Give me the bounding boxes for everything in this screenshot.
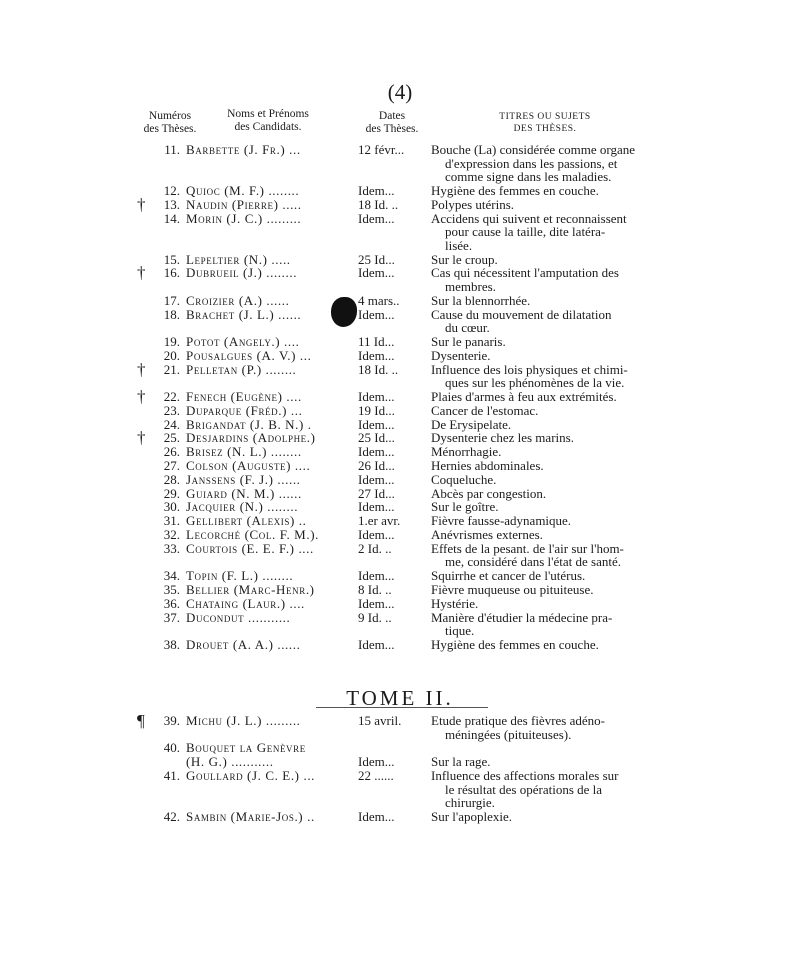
thesis-number: 15. xyxy=(163,251,180,267)
thesis-title-line: Fièvre muqueuse ou pituiteuse. xyxy=(431,582,594,597)
thesis-title-line: Fièvre fausse-adynamique. xyxy=(431,513,572,529)
thesis-title-continuation xyxy=(0,727,800,742)
thesis-number: 27. xyxy=(163,458,180,473)
thesis-title-line: Hernies abdominales. xyxy=(431,458,544,473)
thesis-number: 21. xyxy=(163,361,180,377)
thesis-date: 2 Id. .. xyxy=(358,540,392,556)
thesis-row xyxy=(0,194,800,214)
thesis-date: Idem... xyxy=(358,754,395,770)
thesis-date: 26 Id... xyxy=(358,458,395,473)
candidate-name: Ducondut ........... xyxy=(186,609,291,625)
thesis-date: Idem... xyxy=(358,568,395,584)
candidate-name: (H. G.) ........... xyxy=(186,754,274,770)
thesis-number: 12. xyxy=(163,183,180,198)
dagger-mark: ¶ xyxy=(137,711,145,730)
thesis-number: 39. xyxy=(163,713,180,728)
thesis-date: 27 Id... xyxy=(358,485,395,501)
dagger-mark: † xyxy=(137,387,146,406)
thesis-date: 9 Id. .. xyxy=(358,609,392,625)
thesis-title-continuation xyxy=(0,320,800,335)
thesis-row xyxy=(0,348,800,363)
thesis-title-line: Ménorrhagie. xyxy=(431,444,502,460)
thesis-title-line: Squirrhe et cancer de l'utérus. xyxy=(431,568,586,584)
thesis-row xyxy=(0,458,800,473)
header-titles-line1: TITRES OU SUJETS xyxy=(499,112,591,122)
thesis-row xyxy=(0,582,800,597)
dagger-mark: † xyxy=(137,428,146,448)
thesis-row xyxy=(0,428,800,448)
thesis-date: 11 Id... xyxy=(358,334,395,349)
thesis-title-line: Accidens qui suivent et reconnaissent xyxy=(431,210,627,226)
thesis-date: 18 Id. .. xyxy=(358,361,399,377)
thesis-row xyxy=(0,389,800,404)
thesis-number: 13. xyxy=(163,196,180,212)
thesis-number: 26. xyxy=(163,444,180,460)
candidate-name: Colson (Auguste) .... xyxy=(186,458,311,473)
thesis-title-line: pour cause la taille, dite latéra- xyxy=(445,224,606,240)
candidate-name: Duparque (Fréd.) ... xyxy=(186,402,303,418)
thesis-row xyxy=(0,740,800,755)
thesis-title-line: Sur la blennorrhée. xyxy=(431,292,531,308)
thesis-title-continuation xyxy=(0,554,800,569)
candidate-name: Lepeltier (N.) ..... xyxy=(186,251,291,267)
header-numbers-line2: des Thèses. xyxy=(143,123,197,135)
thesis-title-line: Influence des affections morales sur xyxy=(431,768,619,783)
thesis-title-line: le résultat des opérations de la xyxy=(445,781,603,797)
header-names-line2: des Candidats. xyxy=(234,121,302,133)
thesis-title-line: me, considéré dans l'état de santé. xyxy=(445,554,621,570)
thesis-number: 40. xyxy=(163,740,180,756)
candidate-name: Guiard (N. M.) ...... xyxy=(186,485,302,501)
header-dates xyxy=(356,110,428,136)
thesis-number: 41. xyxy=(163,768,180,783)
thesis-number: 28. xyxy=(163,471,180,487)
candidate-name: Sambin (Marie-Jos.) .. xyxy=(186,809,315,824)
thesis-title-line: Hygiène des femmes en couche. xyxy=(431,637,599,652)
thesis-number: 33. xyxy=(163,540,180,556)
thesis-title-line: chirurgie. xyxy=(445,795,495,811)
thesis-title-line: Sur le goître. xyxy=(431,499,499,515)
header-titles xyxy=(480,111,610,135)
candidate-name: Potot (Angely.) .... xyxy=(186,334,300,349)
thesis-title-line: Effets de la pesant. de l'air sur l'hom- xyxy=(431,540,624,556)
thesis-title-line: Abcès par congestion. xyxy=(431,485,547,501)
candidate-name: Brigandat (J. B. N.) . xyxy=(186,416,312,432)
thesis-title-line: tique. xyxy=(445,623,475,639)
thesis-date: 25 Id... xyxy=(358,251,395,267)
thesis-date: Idem... xyxy=(358,183,395,198)
header-numbers-line1: Numéros xyxy=(148,110,192,122)
thesis-date: Idem... xyxy=(358,809,395,824)
candidate-name: Pousalgues (A. V.) ... xyxy=(186,347,312,363)
thesis-date: Idem... xyxy=(358,637,395,652)
thesis-number: 32. xyxy=(163,527,180,542)
thesis-number: 23. xyxy=(163,402,180,418)
candidate-name: Brisez (N. L.) ........ xyxy=(186,444,302,460)
thesis-title-line: ques sur les phénomènes de la vie. xyxy=(445,375,625,391)
candidate-name: Topin (F. L.) ........ xyxy=(186,568,294,584)
thesis-title-line: Hygiène des femmes en couche. xyxy=(431,183,599,198)
page-number: (4) xyxy=(387,80,413,104)
thesis-title-line: Cas qui nécessitent l'amputation des xyxy=(431,265,619,281)
thesis-row xyxy=(0,596,800,611)
thesis-title-line: Dysenterie chez les marins. xyxy=(431,430,574,446)
candidate-name: Michu (J. L.) ......... xyxy=(186,713,301,728)
thesis-date: 19 Id... xyxy=(358,402,395,418)
thesis-number: 31. xyxy=(163,513,180,529)
thesis-row xyxy=(0,183,800,198)
candidate-name: Bouquet la Genèvre xyxy=(186,740,306,756)
thesis-number: 42. xyxy=(163,809,180,824)
thesis-number: 30. xyxy=(163,499,180,515)
thesis-row xyxy=(0,486,800,501)
thesis-title-line: Sur l'apoplexie. xyxy=(431,809,513,824)
header-numbers xyxy=(134,110,206,136)
thesis-number: 24. xyxy=(163,416,180,432)
tome-heading-rule xyxy=(316,707,488,708)
thesis-number: 29. xyxy=(163,485,180,501)
candidate-name: Barbette (J. Fr.) ... xyxy=(186,142,301,157)
thesis-row xyxy=(0,252,800,267)
thesis-row xyxy=(0,637,800,652)
dagger-mark: † xyxy=(137,359,146,379)
thesis-date: 1.er avr. xyxy=(358,513,401,529)
thesis-date: Idem... xyxy=(358,416,395,432)
candidate-name: Courtois (E. E. F.) .... xyxy=(186,540,314,556)
thesis-title-line: comme signe dans les maladies. xyxy=(445,169,612,185)
candidate-name: Desjardins (Adolphe.) xyxy=(186,430,316,446)
thesis-number: 34. xyxy=(163,568,180,584)
thesis-title-line: Bouche (La) considérée comme organe xyxy=(431,142,636,157)
thesis-title-line: membres. xyxy=(445,279,496,294)
thesis-number: 37. xyxy=(163,609,180,625)
thesis-title-continuation xyxy=(0,375,800,390)
thesis-title-line: d'expression dans les passions, et xyxy=(445,155,618,171)
candidate-name: Brachet (J. L.) ...... xyxy=(186,306,302,322)
thesis-date: 22 ...... xyxy=(358,768,394,783)
candidate-name: Pelletan (P.) ........ xyxy=(186,361,297,377)
thesis-title-line: Etude pratique des fièvres adéno- xyxy=(431,713,605,728)
thesis-date: 15 avril. xyxy=(358,713,402,728)
candidate-name: Croizier (A.) ...... xyxy=(186,292,290,308)
thesis-date: Idem... xyxy=(358,471,395,487)
candidate-name: Fenech (Eugène) .... xyxy=(186,389,302,404)
thesis-row xyxy=(0,417,800,432)
thesis-title-line: lisée. xyxy=(445,237,473,253)
dagger-mark: † xyxy=(137,263,146,283)
candidate-name: Bellier (Marc-Henr.) xyxy=(186,582,315,597)
thesis-title-continuation xyxy=(0,279,800,294)
header-titles-line2: DES THÈSES. xyxy=(513,124,577,134)
header-dates-line1: Dates xyxy=(378,110,406,122)
candidate-name: Jacquier (N.) ........ xyxy=(186,499,299,515)
candidate-name: Chataing (Laur.) .... xyxy=(186,595,305,611)
thesis-title-line: Anévrismes externes. xyxy=(431,527,543,542)
thesis-title-line: Manière d'étudier la médecine pra- xyxy=(431,609,613,625)
thesis-number: 17. xyxy=(163,292,180,308)
thesis-title-line: Hystérie. xyxy=(431,595,479,611)
thesis-row xyxy=(0,334,800,349)
thesis-number: 19. xyxy=(163,334,180,349)
thesis-number: 38. xyxy=(163,637,180,652)
thesis-date: 8 Id. .. xyxy=(358,582,392,597)
thesis-date: Idem... xyxy=(358,527,395,542)
thesis-title-continuation xyxy=(0,238,800,253)
thesis-title-line: De Erysipelate. xyxy=(431,416,512,432)
thesis-title-line: Sur le croup. xyxy=(431,251,498,267)
candidate-name: Goullard (J. C. E.) ... xyxy=(186,768,316,783)
thesis-title-line: Sur la rage. xyxy=(431,754,491,770)
thesis-row xyxy=(0,527,800,542)
thesis-number: 35. xyxy=(163,582,180,597)
candidate-name: Gellibert (Alexis) .. xyxy=(186,513,307,529)
thesis-date: Idem... xyxy=(358,389,395,404)
thesis-title-line: Polypes utérins. xyxy=(431,196,515,212)
candidate-name: Drouet (A. A.) ...... xyxy=(186,637,301,652)
header-dates-line2: des Thèses. xyxy=(365,123,419,135)
thesis-number: 11. xyxy=(164,142,180,157)
thesis-row xyxy=(0,293,800,308)
candidate-name: Janssens (F. J.) ...... xyxy=(186,471,301,487)
thesis-number: 18. xyxy=(163,306,180,322)
thesis-title-line: Cause du mouvement de dilatation xyxy=(431,306,612,322)
dagger-mark: † xyxy=(137,194,146,214)
thesis-row xyxy=(0,809,800,824)
thesis-date: 4 mars.. xyxy=(358,292,400,308)
thesis-title-continuation xyxy=(0,795,800,810)
thesis-title-line: Coqueluche. xyxy=(431,471,497,487)
thesis-date: Idem... xyxy=(358,265,395,281)
header-names xyxy=(212,108,324,134)
header-names-line1: Noms et Prénoms xyxy=(227,108,309,120)
candidate-name: Morin (J. C.) ......... xyxy=(186,210,302,226)
thesis-title-line: Dysenterie. xyxy=(431,347,491,363)
thesis-row xyxy=(0,513,800,528)
thesis-date: 25 Id... xyxy=(358,430,395,446)
thesis-title-continuation xyxy=(0,623,800,638)
thesis-title-line: Cancer de l'estomac. xyxy=(431,402,539,418)
thesis-row xyxy=(0,568,800,583)
thesis-row xyxy=(0,444,800,459)
candidate-name: Lecorché (Col. F. M.). xyxy=(186,527,319,542)
thesis-date: Idem... xyxy=(358,595,395,611)
thesis-date: Idem... xyxy=(358,347,395,363)
thesis-number: 25. xyxy=(163,430,180,446)
thesis-row xyxy=(0,472,800,487)
thesis-date: Idem... xyxy=(358,499,395,515)
thesis-row xyxy=(0,754,800,769)
thesis-number: 22. xyxy=(163,389,180,404)
candidate-name: Naudin (Pierre) ..... xyxy=(186,196,302,212)
thesis-date: Idem... xyxy=(358,210,395,226)
thesis-number: 20. xyxy=(163,347,180,363)
thesis-number: 16. xyxy=(163,265,180,281)
thesis-title-line: Sur le panaris. xyxy=(431,334,506,349)
thesis-title-line: Plaies d'armes à feu aux extrémités. xyxy=(431,389,617,404)
thesis-date: Idem... xyxy=(358,444,395,460)
thesis-title-line: Influence des lois physiques et chimi- xyxy=(431,361,628,377)
thesis-row xyxy=(0,499,800,514)
thesis-row xyxy=(0,403,800,418)
candidate-name: Dubrueil (J.) ........ xyxy=(186,265,298,281)
thesis-number: 36. xyxy=(163,595,180,611)
thesis-number: 14. xyxy=(163,210,180,226)
thesis-date: Idem... xyxy=(358,306,395,322)
thesis-title-line: du cœur. xyxy=(445,320,490,336)
thesis-date: 12 févr... xyxy=(358,142,405,157)
thesis-date: 18 Id. .. xyxy=(358,196,399,212)
thesis-title-line: méningées (pituiteuses). xyxy=(445,726,572,742)
tome-heading: TOME II. xyxy=(346,686,454,710)
candidate-name: Quioc (M. F.) ........ xyxy=(186,183,300,198)
thesis-title-continuation xyxy=(0,169,800,184)
